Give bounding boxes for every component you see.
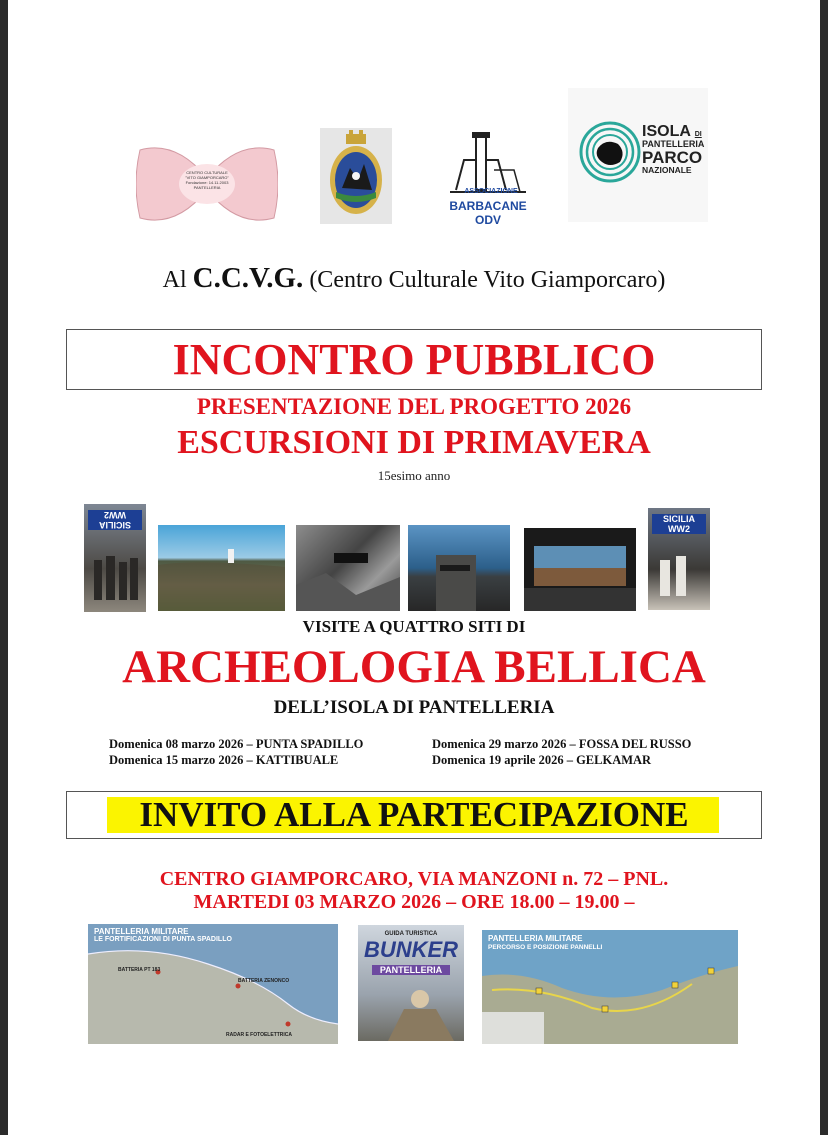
book-title: BUNKER	[363, 937, 459, 962]
title-box	[66, 329, 762, 390]
visit-date-3: Domenica 15 marzo 2026 – KATTIBUALE	[109, 753, 339, 767]
photo-sea-bunker	[408, 525, 510, 611]
ccvg-logo-line3: Fondazione: 14.11.2003	[185, 180, 229, 185]
visits-place: DELL’ISOLA DI PANTELLERIA	[273, 697, 555, 718]
map1-label-radar: RADAR E FOTOELETTRICA	[226, 1032, 293, 1038]
event-title: INCONTRO PUBBLICO	[172, 335, 656, 384]
organizer-line	[8, 262, 820, 295]
map1-label-battery-zenonco: BATTERIA ZENONCO	[238, 978, 290, 984]
parco-logo-pantelleria: PANTELLERIA	[642, 139, 705, 149]
visits-theme: ARCHEOLOGIA BELLICA	[122, 641, 706, 693]
ccvg-logo-line4: PANTELLERIA	[193, 185, 221, 190]
invite-title: INVITO ALLA PARTECIPAZIONE	[139, 795, 689, 834]
visit-date-1: Domenica 08 marzo 2026 – PUNTA SPADILLO	[109, 737, 364, 751]
photo-rock-bunker	[296, 525, 400, 611]
event-name: ESCURSIONI DI PRIMAVERA	[177, 424, 651, 461]
organizer-full-name: (Centro Culturale Vito Giamporcaro)	[309, 267, 666, 293]
parco-logo-parco: PARCO	[642, 148, 703, 167]
photo-soldiers-left	[84, 504, 146, 612]
photo-soldiers-right	[648, 508, 710, 610]
barbacane-logo-name: BARBACANE ODV	[449, 199, 527, 227]
visits-intro: VISITE A QUATTRO SITI DI	[302, 617, 526, 636]
photo-right-sign: SICILIA WW2	[652, 514, 706, 534]
visit-date-2: Domenica 29 marzo 2026 – FOSSA DEL RUSSO	[432, 737, 692, 751]
map2-subtitle: PERCORSO E POSIZIONE PANNELLI	[488, 944, 603, 951]
map2-title: PANTELLERIA MILITARE	[488, 934, 583, 943]
parco-nazionale-logo	[568, 88, 708, 222]
map1-label-battery-183: BATTERIA PT 183	[118, 967, 161, 973]
photo-left-sign: SICILIA WW2	[88, 510, 142, 530]
barbacane-logo-top: ASSOCIAZIONE	[464, 188, 518, 195]
book-guide-label: GUIDA TURISTICA	[384, 931, 438, 937]
parco-logo-isola: ISOLA	[642, 123, 691, 140]
ccvg-logo	[136, 140, 278, 228]
parco-logo-nazionale: NAZIONALE	[642, 165, 692, 175]
organizer-prefix: Al	[162, 267, 187, 293]
ccvg-logo-line2: "VITO GIAMPORCARO"	[185, 175, 229, 180]
visit-date-4: Domenica 19 aprile 2026 – GELKAMAR	[432, 753, 652, 767]
photo-coast-lighthouse	[158, 525, 285, 611]
event-edition: 15esimo anno	[377, 468, 451, 483]
map1-title: PANTELLERIA MILITARE	[94, 927, 189, 936]
event-subtitle: PRESENTAZIONE DEL PROGETTO 2026	[196, 394, 632, 419]
navy-crest-logo	[320, 128, 392, 224]
organizer-short-name: C.C.V.G.	[192, 262, 304, 294]
parco-logo-di: DI	[694, 131, 702, 138]
map1-subtitle: LE FORTIFICAZIONI DI PUNTA SPADILLO	[94, 936, 232, 943]
book-subtitle: PANTELLERIA	[372, 965, 450, 975]
bunker-guide-book	[358, 925, 464, 1041]
invite-location: CENTRO GIAMPORCARO, VIA MANZONI n. 72 – PNL.	[159, 868, 669, 890]
poster-page	[8, 0, 820, 1135]
invite-datetime: MARTEDI 03 MARZO 2026 – ORE 18.00 – 19.00 –	[193, 891, 635, 913]
invite-box	[66, 791, 762, 839]
map-percorso-pannelli	[482, 930, 738, 1044]
barbacane-logo	[436, 130, 540, 226]
map-punta-spadillo	[88, 924, 338, 1044]
ccvg-logo-line1: CENTRO CULTURALE	[186, 170, 228, 175]
photo-bunker-window	[524, 528, 636, 611]
